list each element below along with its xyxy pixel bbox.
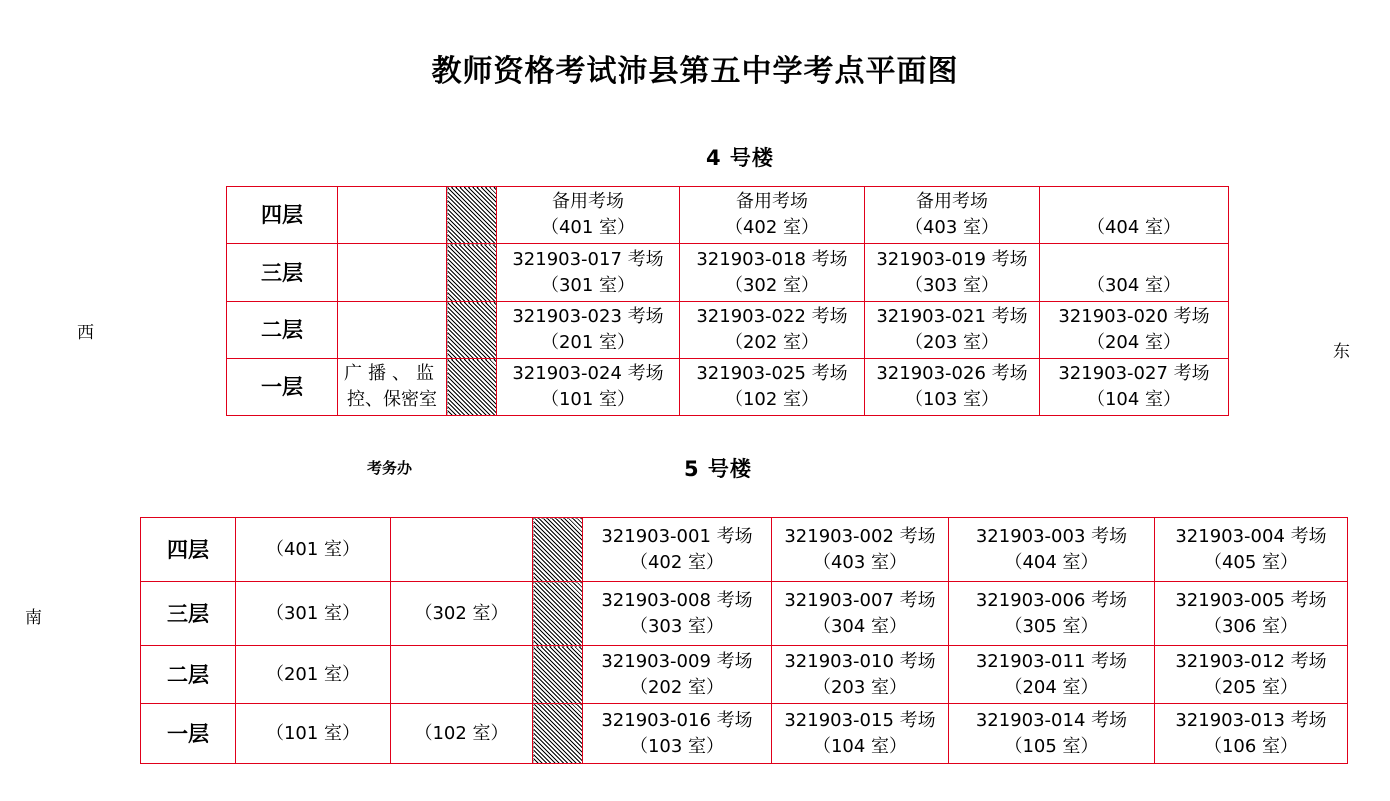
floor-label: 四层 <box>141 518 236 582</box>
exam-room-name: 321903-005 考场 <box>1175 589 1327 611</box>
exam-room-cell <box>1040 244 1229 302</box>
floor-row <box>141 518 1348 582</box>
direction-west: 西 <box>77 323 94 343</box>
stairwell-hatch <box>447 244 497 302</box>
side-room-cell: （102 室） <box>391 704 533 764</box>
exam-room-cell <box>497 359 680 416</box>
floor-label: 一层 <box>227 359 338 416</box>
exam-room-cell <box>949 518 1155 582</box>
exam-room-cell <box>1155 646 1348 704</box>
room-number: （204 室） <box>1004 676 1099 698</box>
exam-room-cell <box>1040 187 1229 244</box>
exam-room-cell <box>772 704 949 764</box>
side-room-cell <box>391 646 533 704</box>
exam-room-name: 321903-003 考场 <box>975 525 1128 547</box>
floor-row <box>141 646 1348 704</box>
room-number: （402 室） <box>724 217 820 238</box>
exam-room-name: 321903-007 考场 <box>784 589 936 611</box>
exam-room-name: 321903-004 考场 <box>1175 525 1327 547</box>
room-number: （202 室） <box>724 332 820 353</box>
room-number: （404 室） <box>1086 217 1182 238</box>
floor-row <box>141 704 1348 764</box>
room-number: （305 室） <box>1004 615 1099 637</box>
room-number: （203 室） <box>904 332 1000 353</box>
exam-room-cell <box>497 187 680 244</box>
room-number: （404 室） <box>1004 551 1099 573</box>
room-number: （104 室） <box>812 735 908 757</box>
page-title: 教师资格考试沛县第五中学考点平面图 <box>431 54 959 89</box>
room-number: （106 室） <box>1203 735 1299 757</box>
exam-room-cell <box>949 646 1155 704</box>
exam-room-cell <box>865 187 1040 244</box>
exam-room-cell <box>583 582 772 646</box>
stairwell-hatch <box>447 302 497 359</box>
exam-room-name: 321903-010 考场 <box>784 650 936 672</box>
exam-room-cell <box>949 704 1155 764</box>
building-4-title: 4 号楼 <box>706 146 774 170</box>
exam-room-name: 321903-009 考场 <box>601 650 753 672</box>
side-room-cell: （201 室） <box>236 646 391 704</box>
room-number: （201 室） <box>540 332 636 353</box>
building-5-plan <box>140 517 1348 764</box>
exam-room-cell <box>1155 704 1348 764</box>
side-room-cell: （302 室） <box>391 582 533 646</box>
floor-label: 三层 <box>227 244 338 302</box>
broadcast-control-room <box>338 359 447 416</box>
stairwell-hatch <box>533 646 583 704</box>
exam-room-cell <box>680 244 865 302</box>
exam-room-cell <box>583 646 772 704</box>
room-number: （203 室） <box>812 676 908 698</box>
exam-room-name: 321903-020 考场 <box>1058 306 1210 327</box>
exam-room-name: 321903-008 考场 <box>601 589 753 611</box>
side-room-cell: （401 室） <box>236 518 391 582</box>
floor-label: 一层 <box>141 704 236 764</box>
room-number: （403 室） <box>904 217 1000 238</box>
exam-room-cell <box>1040 302 1229 359</box>
room-number: （401 室） <box>540 217 636 238</box>
empty-cell <box>338 302 447 359</box>
floor-row <box>141 582 1348 646</box>
floor-label: 三层 <box>141 582 236 646</box>
building-4-plan <box>226 186 1229 416</box>
exam-room-cell <box>772 646 949 704</box>
exam-room-name: 321903-024 考场 <box>512 363 664 384</box>
exam-room-cell <box>1155 582 1348 646</box>
exam-room-cell <box>497 302 680 359</box>
exam-room-cell <box>865 302 1040 359</box>
exam-room-name: 321903-016 考场 <box>601 709 753 731</box>
room-number: （101 室） <box>540 389 636 410</box>
room-number: （104 室） <box>1086 389 1182 410</box>
stairwell-hatch <box>447 187 497 244</box>
room-number: （105 室） <box>1004 735 1099 757</box>
exam-room-cell <box>1040 359 1229 416</box>
room-number: （103 室） <box>629 735 725 757</box>
exam-room-name: 备用考场 <box>552 191 624 212</box>
exam-room-cell <box>949 582 1155 646</box>
exam-room-cell <box>583 704 772 764</box>
room-number: （403 室） <box>812 551 908 573</box>
side-room-cell: （101 室） <box>236 704 391 764</box>
floor-row <box>227 187 1229 244</box>
floor-label: 二层 <box>141 646 236 704</box>
side-room-cell <box>391 518 533 582</box>
exam-room-name: 备用考场 <box>916 191 988 212</box>
stairwell-hatch <box>533 518 583 582</box>
room-number: （303 室） <box>904 274 1000 296</box>
exam-room-cell <box>680 359 865 416</box>
exam-room-name: 321903-013 考场 <box>1175 709 1327 731</box>
exam-room-cell <box>1155 518 1348 582</box>
room-number: （102 室） <box>724 389 820 410</box>
exam-room-name: 321903-018 考场 <box>696 248 848 270</box>
floor-row <box>227 302 1229 359</box>
exam-room-name: 321903-019 考场 <box>876 248 1028 270</box>
exam-room-name: 321903-027 考场 <box>1058 363 1210 384</box>
room-number: （103 室） <box>904 389 1000 410</box>
room-label: 广播、监 <box>344 363 440 384</box>
room-number: （204 室） <box>1086 332 1182 353</box>
exam-room-name: 321903-011 考场 <box>975 650 1128 672</box>
room-label: 控、保密室 <box>347 389 437 410</box>
room-number: （304 室） <box>1086 275 1182 296</box>
room-number: （304 室） <box>812 615 908 637</box>
room-number: （301 室） <box>540 274 636 296</box>
exam-room-name: 321903-012 考场 <box>1175 650 1327 672</box>
stairwell-hatch <box>533 704 583 764</box>
exam-room-name: 321903-006 考场 <box>975 589 1128 611</box>
room-number: （306 室） <box>1203 615 1299 637</box>
exam-room-cell <box>680 187 865 244</box>
exam-room-cell <box>680 302 865 359</box>
exam-room-name: 321903-002 考场 <box>784 525 936 547</box>
exam-room-name: 321903-022 考场 <box>696 306 848 327</box>
exam-room-name: 321903-025 考场 <box>696 363 848 384</box>
room-number: （405 室） <box>1203 551 1299 573</box>
exam-room-name: 321903-026 考场 <box>876 363 1028 384</box>
direction-east: 东 <box>1333 342 1350 362</box>
stairwell-hatch <box>447 359 497 416</box>
direction-south: 南 <box>25 608 42 628</box>
floor-label: 四层 <box>227 187 338 244</box>
exam-room-cell <box>865 244 1040 302</box>
exam-room-cell <box>772 518 949 582</box>
exam-room-cell <box>583 518 772 582</box>
room-number: （205 室） <box>1203 676 1299 698</box>
room-number: （202 室） <box>629 676 725 698</box>
empty-cell <box>338 187 447 244</box>
building-5-title: 5 号楼 <box>684 457 752 481</box>
exam-office-label: 考务办 <box>367 459 413 477</box>
floor-row <box>227 244 1229 302</box>
exam-room-name: 备用考场 <box>736 191 808 212</box>
side-room-cell: （301 室） <box>236 582 391 646</box>
room-number: （302 室） <box>724 274 820 296</box>
stairwell-hatch <box>533 582 583 646</box>
room-number: （402 室） <box>629 551 725 573</box>
exam-room-cell <box>865 359 1040 416</box>
exam-room-cell <box>772 582 949 646</box>
exam-room-name: 321903-015 考场 <box>784 709 936 731</box>
floor-label: 二层 <box>227 302 338 359</box>
floor-row <box>227 359 1229 416</box>
empty-cell <box>338 244 447 302</box>
exam-room-name: 321903-017 考场 <box>512 248 664 270</box>
exam-room-name: 321903-001 考场 <box>601 525 753 547</box>
room-number: （303 室） <box>629 615 725 637</box>
exam-room-name: 321903-023 考场 <box>512 306 664 327</box>
exam-room-name: 321903-021 考场 <box>876 306 1028 327</box>
exam-room-name: 321903-014 考场 <box>975 709 1128 731</box>
exam-room-cell <box>497 244 680 302</box>
